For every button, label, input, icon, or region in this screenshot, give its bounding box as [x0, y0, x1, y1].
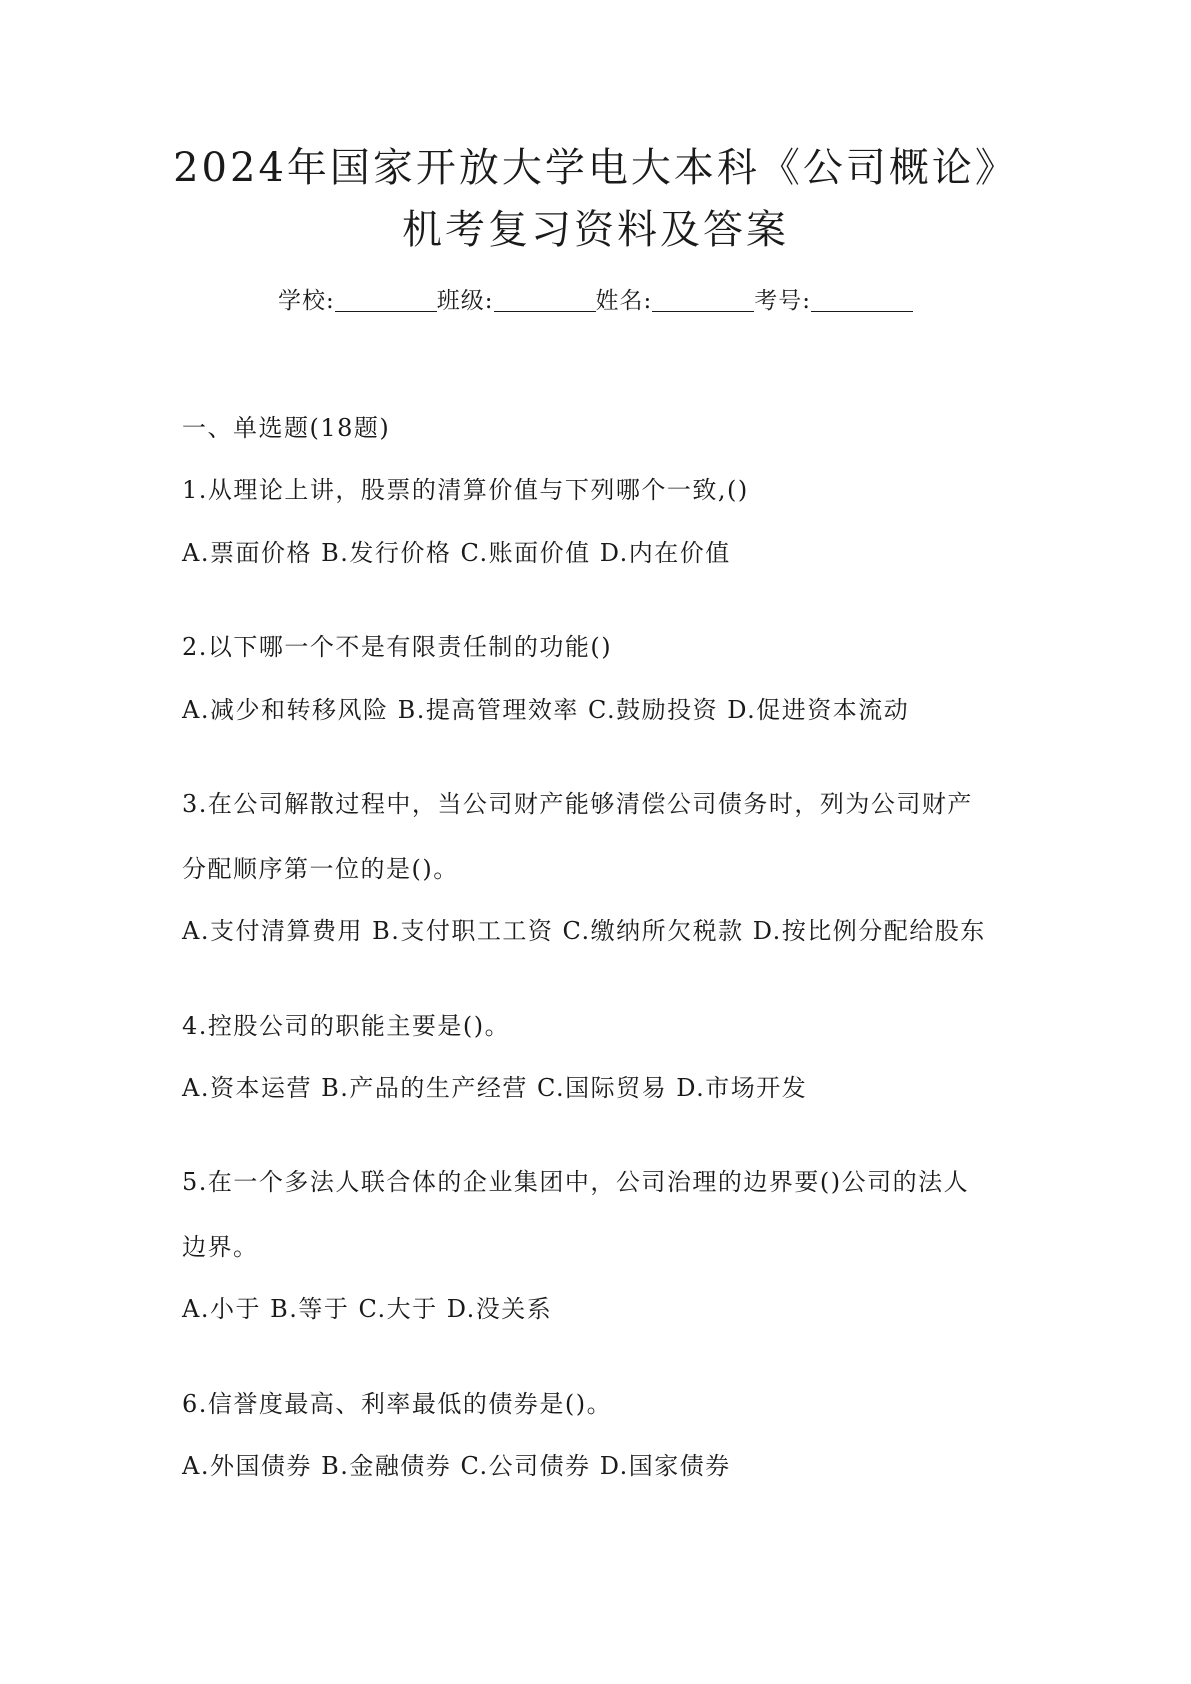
school-blank — [335, 287, 437, 312]
exam-number-label: 考号: — [754, 288, 811, 314]
class-label: 班级: — [436, 288, 494, 314]
document-title-line-1: 2024年国家开放大学电大本科《公司概论》 — [173, 145, 1018, 191]
question-1-stem: 1.从理论上讲，股票的清算价值与下列哪个一致,() — [182, 476, 749, 504]
question-5-options: A.小于 B.等于 C.大于 D.没关系 — [182, 1295, 553, 1323]
class-blank — [494, 287, 596, 312]
question-4-options: A.资本运营 B.产品的生产经营 C.国际贸易 D.市场开发 — [182, 1074, 808, 1102]
section-heading: 一、单选题(18题) — [182, 414, 391, 442]
document-title-line-2: 机考复习资料及答案 — [402, 207, 789, 253]
school-label: 学校: — [278, 288, 335, 314]
question-4-stem: 4.控股公司的职能主要是()。 — [182, 1012, 511, 1040]
question-2-stem: 2.以下哪一个不是有限责任制的功能() — [182, 633, 613, 661]
name-blank — [652, 287, 754, 312]
exam-number-blank — [811, 287, 913, 312]
question-5-stem-line-1: 5.在一个多法人联合体的企业集团中，公司治理的边界要()公司的法人 — [182, 1168, 970, 1196]
question-6-options: A.外国债券 B.金融债券 C.公司债券 D.国家债券 — [182, 1452, 731, 1480]
question-3-stem-line-1: 3.在公司解散过程中，当公司财产能够清偿公司债务时，列为公司财产 — [182, 790, 973, 818]
name-label: 姓名: — [595, 288, 653, 314]
question-3-options: A.支付清算费用 B.支付职工工资 C.缴纳所欠税款 D.按比例分配给股东 — [182, 917, 986, 945]
question-6-stem: 6.信誉度最高、利率最低的债券是()。 — [182, 1390, 613, 1418]
question-5-stem-line-2: 边界。 — [182, 1233, 259, 1261]
question-2-options: A.减少和转移风险 B.提高管理效率 C.鼓励投资 D.促进资本流动 — [182, 696, 910, 724]
question-1-options: A.票面价格 B.发行价格 C.账面价值 D.内在价值 — [182, 539, 731, 567]
question-3-stem-line-2: 分配顺序第一位的是()。 — [182, 855, 459, 883]
student-info-row — [0, 282, 1191, 315]
